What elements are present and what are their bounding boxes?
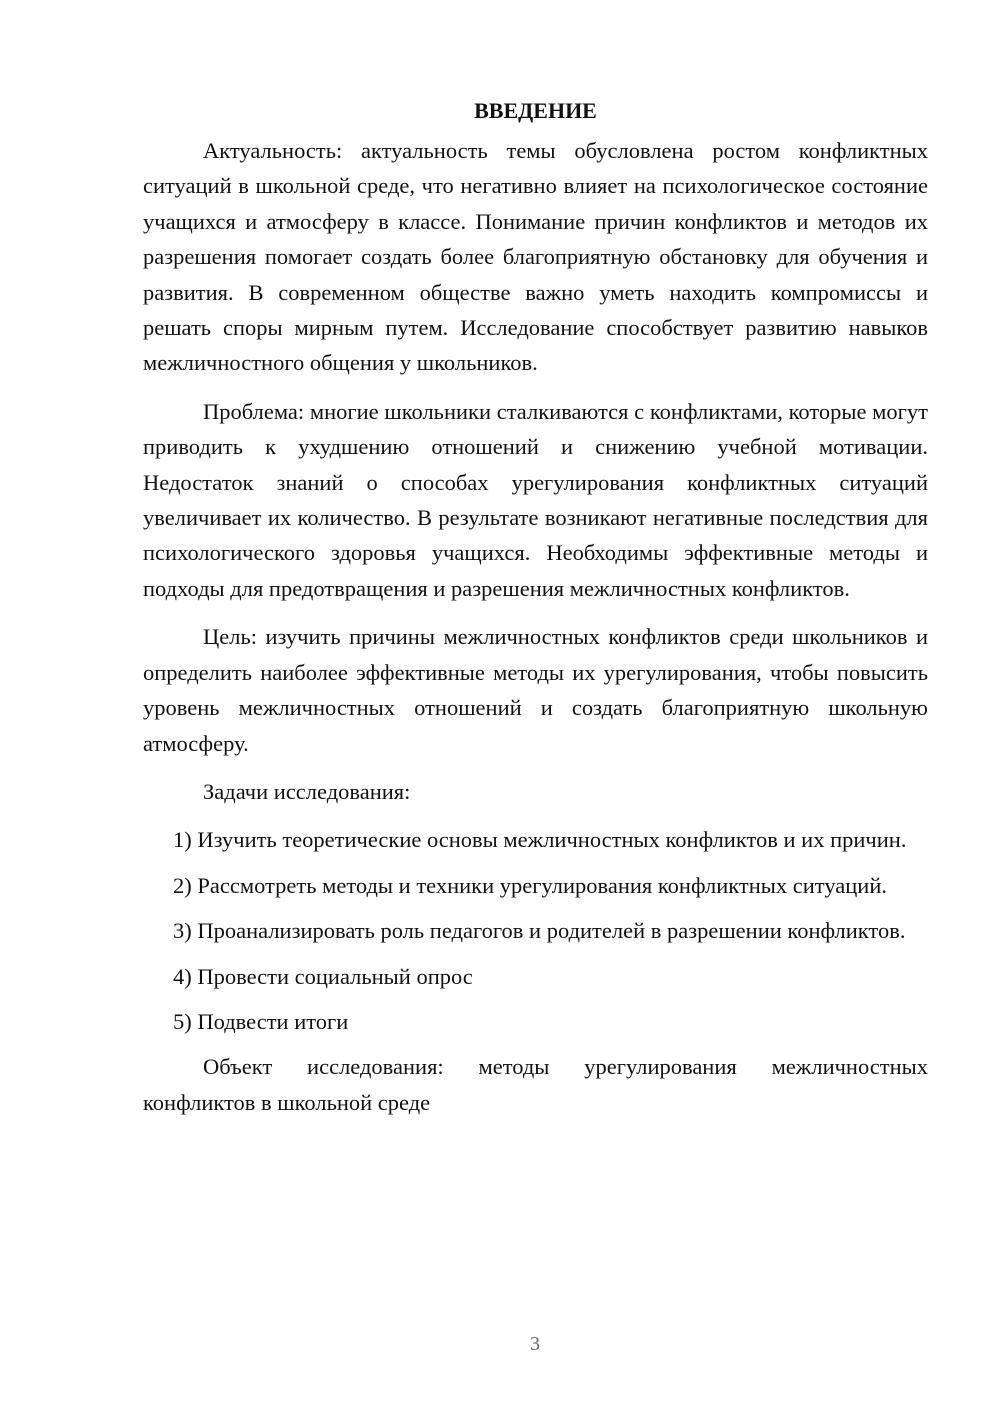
object-paragraph: Объект исследования: методы урегулирования межличностных конфликтов в школьной среде [143,1054,928,1115]
page-content [143,93,928,1133]
task-item: 4) Провести социальный опрос [173,963,473,989]
relevance-paragraph: Актуальность: актуальность темы обусловлена ростом конфликтных ситуаций в школьной среде, что негативно влияет на психологическое состояние учащихся и атмосферу в классе. Понимание причин конфликтов и методов их разрешения помогает создать более благоприятную обстановку для обучения и развития. В современном обществе важно уметь находить компромиссы и решать споры мирным путем. Исследование способствует развитию навыков межличностного общения у школьников. [143,138,928,376]
page-title: ВВЕДЕНИЕ [474,98,597,123]
problem-paragraph: Проблема: многие школьники сталкиваются с конфликтами, которые могут приводить к ухудшению отношений и снижению учебной мотивации. Недостаток знаний о способах урегулирования конфликтных ситуаций увеличивает их количество. В результате возникают негативные последствия для психологического здоровья учащихся. Необходимы эффективные методы и подходы для предотвращения и разрешения межличностных конфликтов. [143,398,928,601]
task-item: 5) Подвести итоги [173,1008,349,1034]
task-item: 2) Рассмотреть методы и техники урегулирования конфликтных ситуаций. [173,872,888,898]
task-item: 1) Изучить теоретические основы межличностных конфликтов и их причин. [173,827,907,853]
tasks-heading: Задачи исследования: [203,778,411,804]
task-item: 3) Проанализировать роль педагогов и родителей в разрешении конфликтов. [173,918,906,944]
page-number: 3 [530,1333,540,1355]
goal-paragraph: Цель: изучить причины межличностных конфликтов среди школьников и определить наиболее эффективные методы их урегулирования, чтобы повысить уровень межличностных отношений и создать благоприятную школьную атмосферу. [143,624,928,756]
